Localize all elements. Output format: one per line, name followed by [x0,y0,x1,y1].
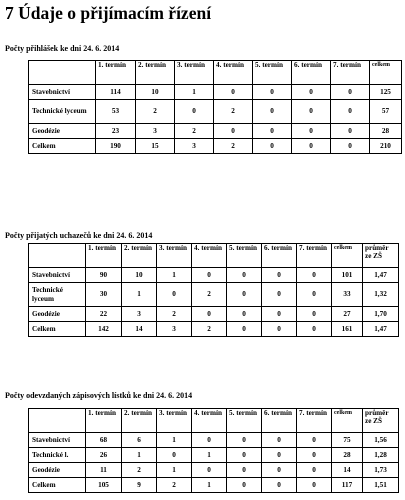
table-cell: 190 [96,139,136,154]
table-cell: 3 [136,124,175,139]
table-row [29,307,399,322]
table-cell: 53 [96,100,136,124]
table-cell: 0 [262,268,297,283]
table-row [29,124,402,139]
table-cell: 0 [262,463,297,478]
table-cell: 2 [122,463,157,478]
table-cell: 2 [192,322,227,337]
table-cell: 9 [122,478,157,493]
table-cell: 0 [262,478,297,493]
table-cell: 75 [332,433,363,448]
table-cell: 1,47 [363,322,399,337]
header-row [29,61,402,85]
table-cell: 6 [122,433,157,448]
table-cell: 0 [331,139,370,154]
table-cell: 0 [262,433,297,448]
table-cell: 0 [331,124,370,139]
table-cell: 1 [192,448,227,463]
column-header: 4. termín [192,409,227,433]
enrollment-forms-table [28,408,399,493]
table-cell: 0 [175,100,214,124]
row-label: Technické lyceum [29,283,86,307]
table-cell: 0 [157,448,192,463]
column-header: 4. termín [192,244,227,268]
table-cell: 0 [292,100,331,124]
table-cell: 0 [331,100,370,124]
table-row-total [29,478,399,493]
table-cell: 0 [297,268,332,283]
row-label: Stavebnictví [29,433,86,448]
column-header: 3. termín [175,61,214,85]
column-header: 5. termín [227,409,262,433]
table-cell: 0 [227,433,262,448]
table-cell: 0 [253,100,292,124]
column-header: 1. termín [96,61,136,85]
table-row [29,463,399,478]
table-cell: 33 [332,283,363,307]
column-header: 7. termín [331,61,370,85]
table-cell: 30 [86,283,122,307]
table-cell: 0 [214,85,253,100]
table-cell: 0 [227,268,262,283]
applications-table [28,60,402,154]
table-cell: 0 [192,307,227,322]
table-caption-accepted: Počty přijatých uchazečů ke dni 24. 6. 2014 [5,231,153,240]
table-row-total [29,322,399,337]
table-cell: 22 [86,307,122,322]
table-cell: 0 [253,124,292,139]
table-cell: 1 [175,85,214,100]
table-cell: 14 [122,322,157,337]
table-cell: 0 [297,448,332,463]
table-cell: 3 [122,307,157,322]
table-cell: 14 [332,463,363,478]
table-cell: 0 [192,433,227,448]
section-heading: 7 Údaje o přijímacím řízení [5,3,212,23]
table-cell: 23 [96,124,136,139]
table-cell: 1 [122,448,157,463]
accepted-table [28,243,399,337]
column-header: průměr ze ZŠ [363,409,399,433]
table-cell: 0 [227,463,262,478]
row-label: Geodézie [29,124,96,139]
table-cell: 3 [157,322,192,337]
table-cell: 0 [292,85,331,100]
header-row [29,244,399,268]
table-cell: 2 [214,100,253,124]
table-cell: 28 [332,448,363,463]
table-cell: 0 [214,124,253,139]
column-header: celkem [332,244,363,268]
table-cell: 114 [96,85,136,100]
table-row [29,448,399,463]
table-cell: 0 [253,85,292,100]
column-header: 1. termín [86,244,122,268]
column-header: 5. termín [227,244,262,268]
column-header: 2. termín [122,409,157,433]
table-caption-applications: Počty přihlášek ke dni 24. 6. 2014 [5,44,120,53]
table-cell: 0 [253,139,292,154]
row-label: Celkem [29,478,86,493]
table-cell: 0 [292,139,331,154]
table-cell: 68 [86,433,122,448]
table-cell: 0 [192,268,227,283]
table-row [29,433,399,448]
table-cell: 101 [332,268,363,283]
table-cell: 0 [297,478,332,493]
table-cell: 0 [297,307,332,322]
table-cell: 125 [370,85,402,100]
table-cell: 2 [175,124,214,139]
table-cell: 0 [227,322,262,337]
table-cell: 15 [136,139,175,154]
corner-cell [29,244,86,268]
table-cell: 1 [192,478,227,493]
table-row [29,100,402,124]
table-cell: 0 [227,478,262,493]
column-header: celkem [370,61,402,85]
column-header: 2. termín [122,244,157,268]
column-header: 3. termín [157,409,192,433]
table-cell: 0 [331,85,370,100]
column-header: 1. termín [86,409,122,433]
table-cell: 0 [297,283,332,307]
row-label: Celkem [29,322,86,337]
column-header: 5. termín [253,61,292,85]
corner-cell [29,61,96,85]
table-cell: 1 [157,433,192,448]
table-cell: 11 [86,463,122,478]
row-label: Celkem [29,139,96,154]
table-cell: 3 [175,139,214,154]
table-cell: 1,56 [363,433,399,448]
table-cell: 2 [192,283,227,307]
row-label: Technické lyceum [29,100,96,124]
table-cell: 0 [297,322,332,337]
table-cell: 1,28 [363,448,399,463]
table-cell: 1,47 [363,268,399,283]
table-cell: 0 [192,463,227,478]
table-cell: 1 [157,463,192,478]
row-label: Stavebnictví [29,268,86,283]
table-cell: 10 [136,85,175,100]
column-header: 7. termín [297,244,332,268]
column-header: 3. termín [157,244,192,268]
table-cell: 0 [227,283,262,307]
table-cell: 2 [157,307,192,322]
table-row [29,283,399,307]
table-cell: 0 [227,448,262,463]
column-header: 2. termín [136,61,175,85]
table-caption-enrollment-forms: Počty odevzdaných zápisových lístků ke dni 24. 6. 2014 [5,391,193,400]
table-cell: 0 [262,448,297,463]
table-cell: 27 [332,307,363,322]
table-cell: 1 [157,268,192,283]
table-cell: 2 [214,139,253,154]
table-row-total [29,139,402,154]
row-label: Technické l. [29,448,86,463]
table-cell: 0 [262,307,297,322]
table-cell: 0 [292,124,331,139]
table-cell: 1,32 [363,283,399,307]
table-cell: 28 [370,124,402,139]
column-header: 6. termín [262,409,297,433]
table-row [29,268,399,283]
table-cell: 0 [297,433,332,448]
table-cell: 117 [332,478,363,493]
column-header: průměr ze ZŠ [363,244,399,268]
row-label: Geodézie [29,307,86,322]
row-label: Stavebnictví [29,85,96,100]
table-cell: 2 [157,478,192,493]
table-cell: 10 [122,268,157,283]
table-cell: 142 [86,322,122,337]
table-cell: 0 [227,307,262,322]
table-cell: 1 [122,283,157,307]
column-header: 7. termín [297,409,332,433]
table-cell: 90 [86,268,122,283]
header-row [29,409,399,433]
table-cell: 0 [262,322,297,337]
table-row [29,85,402,100]
table-cell: 161 [332,322,363,337]
table-cell: 0 [262,283,297,307]
table-cell: 105 [86,478,122,493]
table-cell: 1,51 [363,478,399,493]
table-cell: 0 [297,463,332,478]
table-cell: 1,73 [363,463,399,478]
table-cell: 1,70 [363,307,399,322]
table-cell: 2 [136,100,175,124]
column-header: celkem [332,409,363,433]
table-cell: 0 [157,283,192,307]
table-cell: 57 [370,100,402,124]
corner-cell [29,409,86,433]
row-label: Geodézie [29,463,86,478]
column-header: 6. termín [262,244,297,268]
column-header: 6. termín [292,61,331,85]
column-header: 4. termín [214,61,253,85]
table-cell: 210 [370,139,402,154]
table-cell: 26 [86,448,122,463]
